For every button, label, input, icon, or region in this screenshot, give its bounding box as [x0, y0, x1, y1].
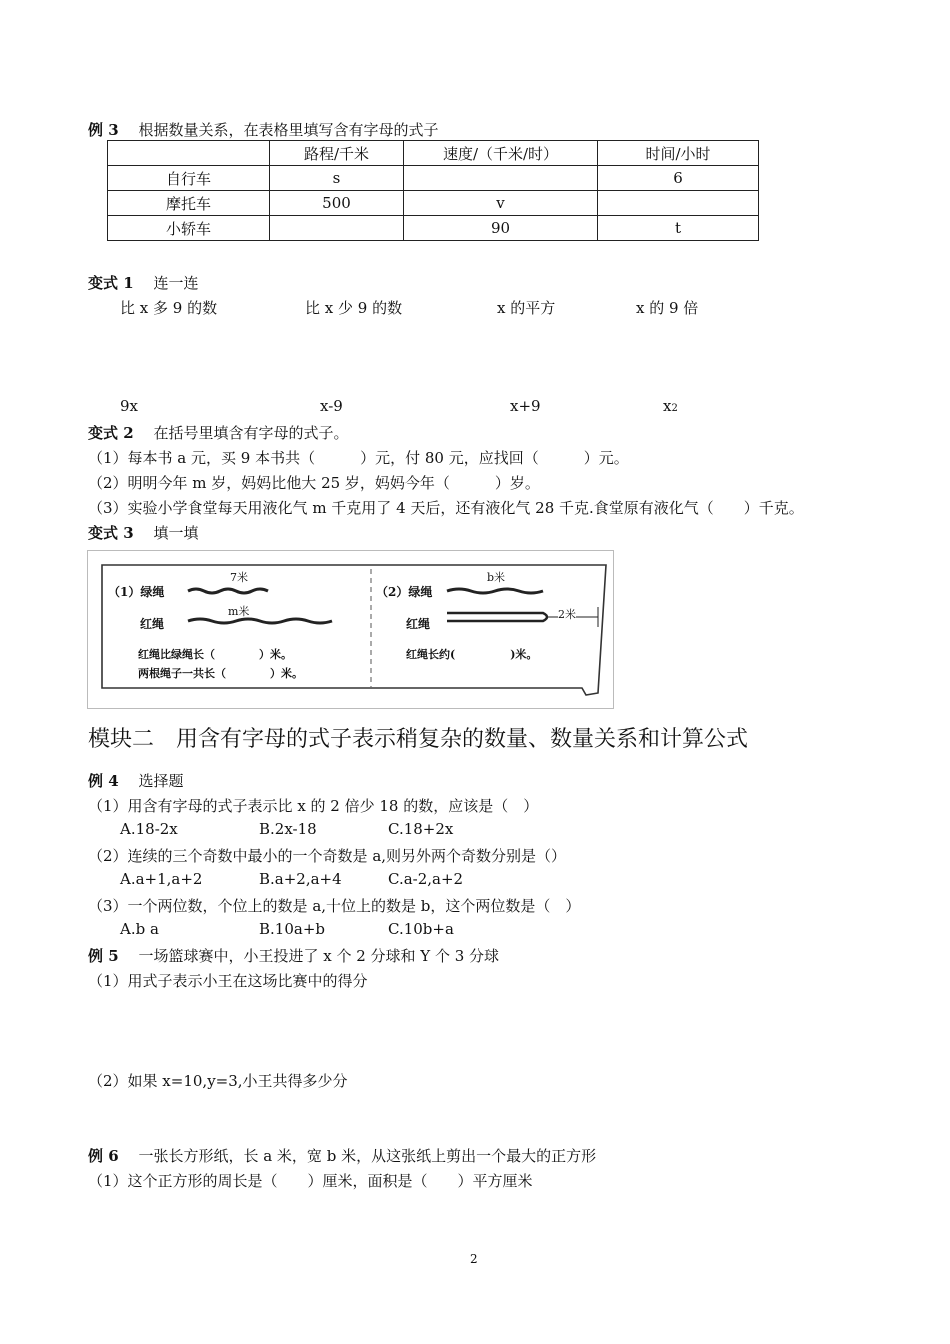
example-text: 选择题 — [138, 772, 184, 790]
example-text: 一场篮球赛中，小王投进了 x 个 2 分球和 Y 个 3 分球 — [138, 947, 500, 965]
table-row — [108, 216, 759, 241]
table-cell — [404, 166, 598, 191]
question-line: （1）用含有字母的式子表示比 x 的 2 倍少 18 的数，应该是（ ） — [88, 797, 539, 815]
fig-green-length: 7米 — [230, 571, 248, 584]
fig-question: 红绳长约( )米。 — [406, 648, 538, 661]
table-cell — [598, 191, 759, 216]
table-row — [108, 191, 759, 216]
table-header-cell: 时间/小时 — [598, 141, 759, 166]
example-label: 例 5 — [88, 947, 119, 965]
example-3-heading — [88, 119, 438, 140]
question-line: （2）连续的三个奇数中最小的一个奇数是 a,则另外两个奇数分别是（） — [88, 847, 567, 865]
table-cell: 小轿车 — [108, 216, 270, 241]
table-row — [108, 166, 759, 191]
match-bottom-item[interactable] — [663, 397, 678, 415]
variant-3-heading — [88, 522, 198, 543]
table-cell: 自行车 — [108, 166, 270, 191]
power-exponent: 2 — [671, 403, 678, 414]
variant-text: 填一填 — [153, 524, 199, 542]
table-header-cell: 速度/（千米/时） — [404, 141, 598, 166]
match-top-item[interactable]: x 的平方 — [497, 299, 556, 317]
power-base: x — [663, 397, 672, 415]
table-cell: t — [598, 216, 759, 241]
fig-red-label: 红绳 — [140, 617, 165, 631]
table-cell: 摩托车 — [108, 191, 270, 216]
module-title: 模块二 用含有字母的式子表示稍复杂的数量、数量关系和计算公式 — [88, 727, 749, 752]
table-cell: 500 — [270, 191, 404, 216]
table-cell: s — [270, 166, 404, 191]
example-5-heading — [88, 945, 499, 966]
fig-red-length: m米 — [228, 605, 250, 618]
question-line: （1）每本书 a 元，买 9 本书共（ ）元，付 80 元，应找回（ ）元。 — [88, 449, 629, 467]
match-top-item[interactable]: 比 x 少 9 的数 — [305, 299, 403, 317]
table-header-cell — [108, 141, 270, 166]
table-header-row — [108, 141, 759, 166]
choice-option[interactable]: A.18-2x — [120, 820, 178, 838]
table-cell — [270, 216, 404, 241]
variant-label: 变式 3 — [88, 524, 134, 542]
fig-extra-length: 2米 — [558, 608, 576, 621]
variant-label: 变式 2 — [88, 424, 134, 442]
question-line: （2）如果 x=10,y=3,小王共得多少分 — [88, 1072, 348, 1090]
table-header-cell: 路程/千米 — [270, 141, 404, 166]
match-bottom-item[interactable]: 9x — [120, 397, 139, 415]
fig-green-length: b米 — [487, 571, 506, 584]
table-cell: 6 — [598, 166, 759, 191]
example-4-heading — [88, 770, 183, 791]
example-label: 例 3 — [88, 121, 119, 139]
fig-red-label: 红绳 — [406, 617, 431, 631]
choice-option[interactable]: B.a+2,a+4 — [259, 870, 342, 888]
fig-question: 红绳比绿绳长（ ）米。 — [138, 648, 292, 661]
rope-figure-frame — [88, 551, 613, 708]
example-label: 例 4 — [88, 772, 119, 790]
match-bottom-item[interactable]: x-9 — [320, 397, 343, 415]
match-top-item[interactable]: x 的 9 倍 — [636, 299, 699, 317]
example-text: 一张长方形纸，长 a 米，宽 b 米，从这张纸上剪出一个最大的正方形 — [138, 1147, 597, 1165]
variant-2-heading — [88, 422, 348, 443]
table-cell: v — [404, 191, 598, 216]
choice-option[interactable]: A.b a — [120, 920, 159, 938]
choice-option[interactable]: B.2x-18 — [259, 820, 317, 838]
variant-text: 在括号里填含有字母的式子。 — [153, 424, 349, 442]
question-line: （3）一个两位数，个位上的数是 a,十位上的数是 b，这个两位数是（ ） — [88, 897, 581, 915]
example-label: 例 6 — [88, 1147, 119, 1165]
choice-option[interactable]: C.10b+a — [388, 920, 454, 938]
example-text: 根据数量关系，在表格里填写含有字母的式子 — [138, 121, 439, 139]
fig-green-label: （2）绿绳 — [376, 585, 433, 599]
match-bottom-item[interactable]: x+9 — [510, 397, 541, 415]
choice-option[interactable]: C.18+2x — [388, 820, 454, 838]
variant-label: 变式 1 — [88, 274, 134, 292]
question-line: （1）用式子表示小王在这场比赛中的得分 — [88, 972, 368, 990]
question-line: （1）这个正方形的周长是（ ）厘米，面积是（ ）平方厘米 — [88, 1172, 533, 1190]
question-line: （3）实验小学食堂每天用液化气 m 千克用了 4 天后，还有液化气 28 千克.食堂原有液化气（ ）千克。 — [88, 499, 804, 517]
choice-option[interactable]: C.a-2,a+2 — [388, 870, 464, 888]
question-line: （2）明明今年 m 岁，妈妈比他大 25 岁，妈妈今年（ ）岁。 — [88, 474, 540, 492]
example-6-heading — [88, 1145, 596, 1166]
page-number: 2 — [470, 1252, 478, 1266]
variant-1-heading — [88, 272, 198, 293]
table-cell: 90 — [404, 216, 598, 241]
choice-option[interactable]: A.a+1,a+2 — [120, 870, 203, 888]
fig-question: 两根绳子一共长（ ）米。 — [138, 667, 303, 680]
choice-option[interactable]: B.10a+b — [259, 920, 325, 938]
fig-green-label: （1）绿绳 — [108, 585, 165, 599]
match-top-item[interactable]: 比 x 多 9 的数 — [120, 299, 218, 317]
quantity-table — [107, 140, 759, 241]
rope-figure — [87, 550, 614, 709]
variant-text: 连一连 — [153, 274, 199, 292]
